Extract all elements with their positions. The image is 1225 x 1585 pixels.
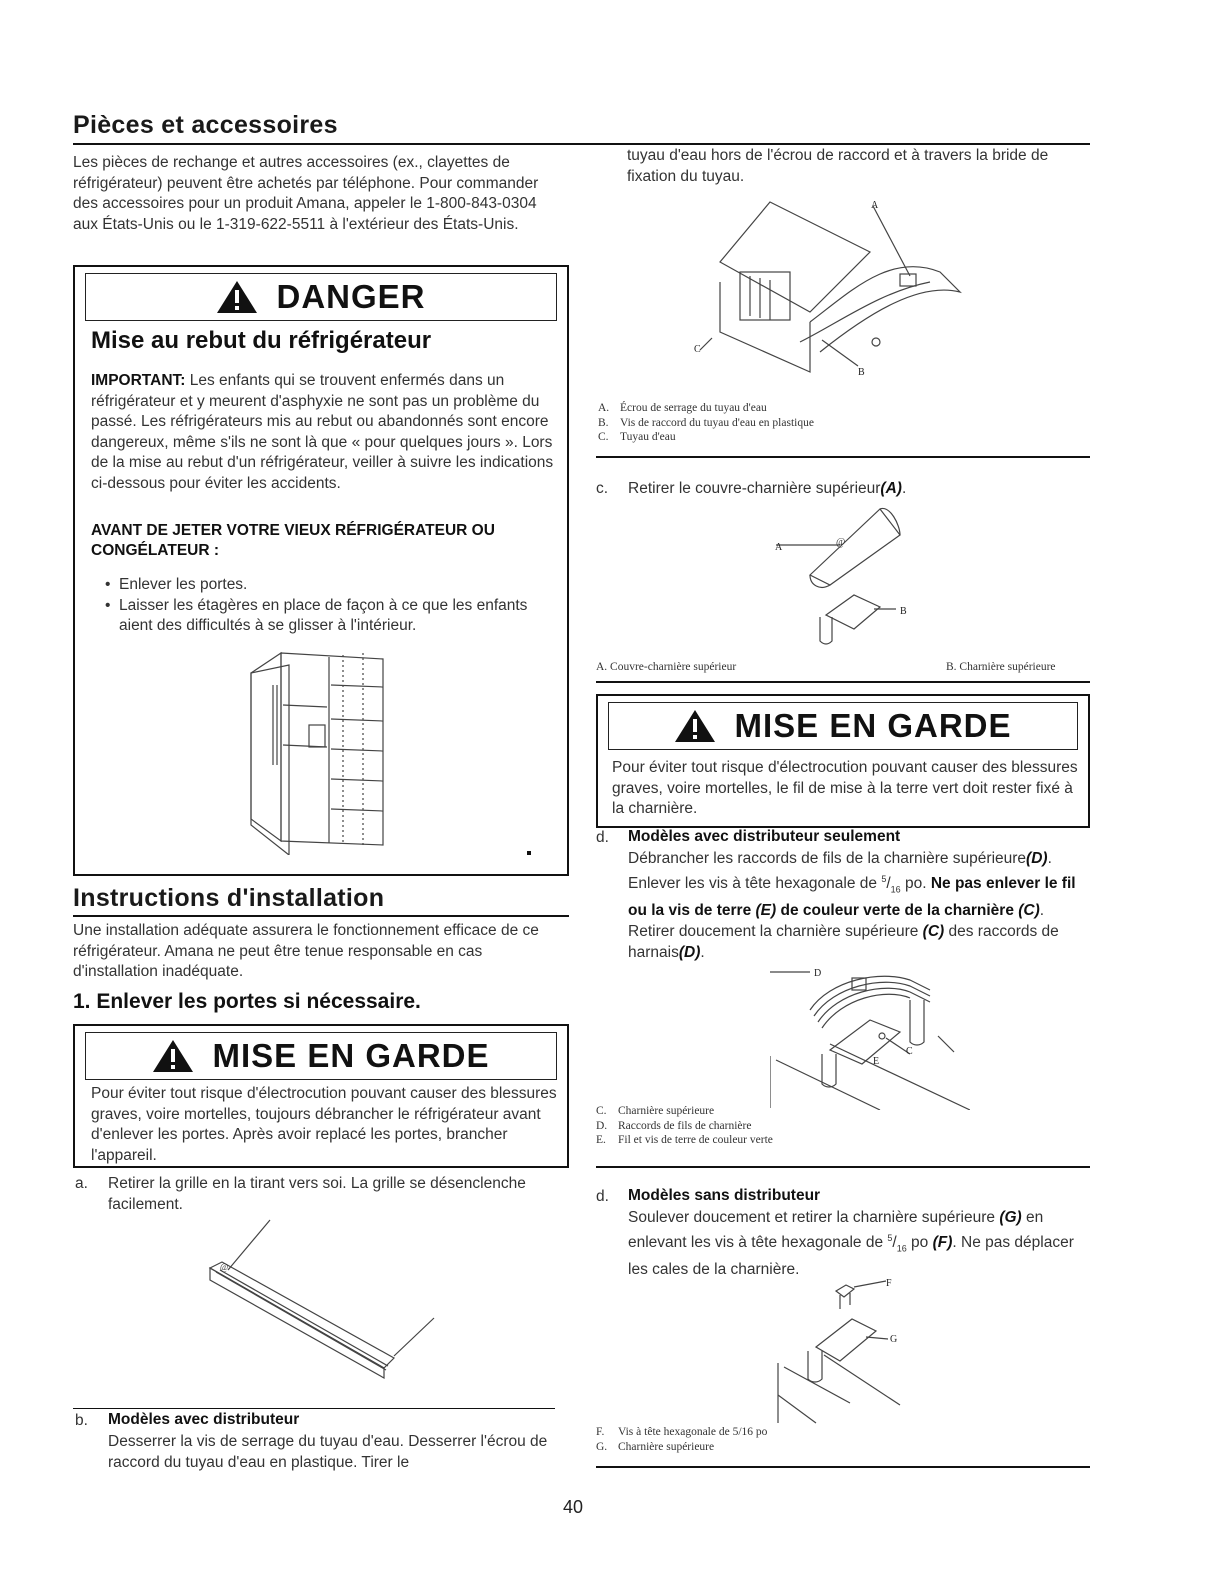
d2-t4: . Ne pas déplacer les cales de la charnière. bbox=[628, 1234, 1074, 1279]
bullet-item: • Laisser les étagères en place de façon à ce que les enfants aient des difficultés à se glisser à l'intérieur. bbox=[105, 596, 565, 637]
danger-important bbox=[91, 371, 561, 494]
fig4-legend bbox=[596, 1425, 1076, 1454]
fig3-label-e: E bbox=[873, 1056, 880, 1067]
danger-banner bbox=[85, 273, 557, 321]
section-title-pieces: Pièces et accessoires bbox=[73, 111, 338, 139]
d1-bold2: de couleur verte de la charnière bbox=[776, 902, 1019, 920]
d1-t3: po. bbox=[900, 875, 931, 893]
frac-num: 5 bbox=[887, 1233, 893, 1243]
d1-t1: Débrancher les raccords de fils de la charnière supérieure bbox=[628, 850, 1027, 867]
fig2-label-a: A bbox=[775, 542, 783, 553]
install-title: Instructions d'installation bbox=[73, 884, 385, 912]
legend-key: C. bbox=[598, 431, 609, 443]
step-d2-heading: Modèles sans distributeur bbox=[628, 1187, 821, 1204]
danger-box bbox=[73, 265, 569, 876]
legend-value: Charnière supérieure bbox=[618, 1105, 715, 1117]
grille-illustration bbox=[198, 1218, 448, 1388]
hinge-wires-illustration bbox=[770, 960, 970, 1110]
fig3-label-c: C bbox=[906, 1046, 913, 1057]
step-c-end: . bbox=[901, 480, 907, 497]
caution-banner-1 bbox=[85, 1032, 557, 1080]
step-c-main: Retirer le couvre-charnière supérieur bbox=[628, 480, 881, 497]
legend-value: Vis de raccord du tuyau d'eau en plastique bbox=[620, 416, 814, 429]
fig1-label-b: B bbox=[858, 367, 865, 378]
fig2-legend-a: A. Couvre-charnière supérieur bbox=[596, 661, 737, 673]
step-d1-letter: d. bbox=[596, 829, 609, 846]
ref-a: (A) bbox=[880, 480, 902, 497]
dot-mark bbox=[527, 851, 531, 855]
fig3-rule bbox=[596, 1166, 1090, 1168]
ref-f: (F) bbox=[932, 1234, 953, 1252]
legend-value: Fil et vis de terre de couleur verte bbox=[618, 1134, 773, 1146]
legend-value: Raccords de fils de charnière bbox=[618, 1119, 752, 1132]
frac-den: 16 bbox=[896, 1243, 907, 1254]
step-b-letter: b. bbox=[75, 1412, 88, 1429]
warning-triangle-icon bbox=[152, 1039, 194, 1073]
legend-value: Vis à tête hexagonale de 5/16 po bbox=[618, 1426, 768, 1438]
frac-den: 16 bbox=[890, 884, 901, 895]
warning-triangle-icon bbox=[216, 280, 258, 314]
step-a-letter: a. bbox=[75, 1175, 88, 1192]
legend-value: Écrou de serrage du tuyau d'eau bbox=[620, 402, 767, 414]
hinge-no-dispenser-illustration bbox=[770, 1275, 920, 1425]
ref-d2: (D) bbox=[678, 944, 701, 962]
warning-triangle-icon bbox=[674, 709, 716, 743]
legend-key: C. bbox=[596, 1105, 607, 1117]
step-a-text: Retirer la grille en la tirant vers soi. La grille se désenclenche facilement. bbox=[108, 1175, 526, 1213]
hinge-cover-illustration bbox=[770, 505, 950, 655]
d1-t6: . bbox=[700, 944, 705, 962]
fig3-label-d: D bbox=[814, 968, 822, 979]
fig3-legend bbox=[596, 1104, 1076, 1148]
d2-t3: po bbox=[906, 1234, 933, 1252]
step-b-heading: Modèles avec distributeur bbox=[108, 1411, 300, 1428]
legend-key: B. bbox=[598, 416, 609, 429]
caution-text-1: Pour éviter tout risque d'électrocution pouvant causer des blessures graves, voire mortelles, toujours débrancher le réfrigérateur avant d'enlever les portes. Après avoir replacé les portes, brancher l'appareil. bbox=[91, 1085, 557, 1164]
page-number: 40 bbox=[563, 1497, 584, 1517]
legend-key: A. bbox=[598, 402, 610, 414]
d1-bold1: Ne pas enlever le fil ou la vis de terre bbox=[628, 875, 1076, 920]
important-text: Les enfants qui se trouvent enfermés dans un réfrigérateur et y meurent d'asphyxie ne sont pas un problème du passé. Les réfrigérateurs mis au rebut ou abandonnés sont encore dangereux, même s'ils ne sont là que « pour quelques jours ». Lors de la mise au rebut d'un réfrigérateur, veiller à suivre les indications ci-dessous pour éviter les accidents. bbox=[91, 372, 554, 492]
title-rule bbox=[73, 143, 1090, 145]
install-rule bbox=[73, 915, 569, 917]
svg-text:@: @ bbox=[220, 1262, 229, 1272]
legend-key: E. bbox=[596, 1134, 606, 1146]
step-d2-letter: d. bbox=[596, 1188, 609, 1205]
caution-box-1 bbox=[73, 1024, 569, 1168]
danger-word: DANGER bbox=[276, 278, 426, 315]
caution-box-2 bbox=[596, 694, 1090, 828]
caution-word-1: MISE EN GARDE bbox=[212, 1037, 490, 1074]
step-c-text bbox=[628, 479, 1088, 500]
before-heading: AVANT DE JETER VOTRE VIEUX RÉFRIGÉRATEUR OU CONGÉLATEUR : bbox=[91, 522, 495, 559]
d1-t4: . Retirer doucement la charnière supérieure bbox=[628, 902, 1045, 941]
install-text: Une installation adéquate assurera le fonctionnement efficace de ce réfrigérateur. Amana ne peut être tenue responsable en cas d'installation inadéquate. bbox=[73, 922, 539, 980]
refrigerator-illustration bbox=[243, 645, 393, 855]
fig4-rule bbox=[596, 1466, 1090, 1468]
legend-value: Tuyau d'eau bbox=[620, 431, 676, 443]
fig1-label-a: A bbox=[871, 200, 879, 211]
step-c-letter: c. bbox=[596, 480, 609, 497]
caution-banner-2 bbox=[608, 702, 1078, 750]
step1-title: 1. Enlever les portes si nécessaire. bbox=[73, 990, 421, 1013]
d1-t2: . Enlever les vis à tête hexagonale de bbox=[628, 850, 1052, 893]
legend-value: Charnière supérieure bbox=[618, 1440, 715, 1453]
d2-t2: en enlevant les vis à tête hexagonale de bbox=[628, 1209, 1044, 1252]
danger-bullets bbox=[105, 575, 565, 637]
step-b-text: Desserrer la vis de serrage du tuyau d'eau. Desserrer l'écrou de raccord du tuyau d'eau en plastique. Tirer le bbox=[108, 1433, 548, 1471]
fig1-rule bbox=[596, 456, 1090, 458]
fig4-label-g: G bbox=[890, 1334, 898, 1345]
caution-word-2: MISE EN GARDE bbox=[734, 707, 1012, 744]
fig1-legend bbox=[598, 401, 1078, 445]
continued-text: tuyau d'eau hors de l'écrou de raccord et à travers la bride de fixation du tuyau. bbox=[627, 147, 1049, 185]
caution-text-2: Pour éviter tout risque d'électrocution pouvant causer des blessures graves, voire mortelles, le fil de mise à la terre vert doit rester fixé à la charnière. bbox=[612, 759, 1078, 817]
important-label: IMPORTANT: bbox=[91, 372, 186, 389]
legend-key: G. bbox=[596, 1440, 608, 1453]
ref-g: (G) bbox=[999, 1209, 1022, 1226]
fig4-label-f: F bbox=[886, 1278, 892, 1289]
fig2-legend-b: B. Charnière supérieure bbox=[946, 661, 1056, 673]
frac-num: 5 bbox=[881, 874, 887, 884]
fig1-label-c: C bbox=[694, 344, 701, 355]
legend-key: D. bbox=[596, 1119, 608, 1132]
water-tube-illustration bbox=[690, 192, 990, 392]
fig2-rule bbox=[596, 681, 1090, 683]
ref-e: (E) bbox=[755, 902, 777, 920]
d1-t5: des raccords de harnais bbox=[628, 923, 1059, 962]
svg-text:@: @ bbox=[836, 537, 846, 548]
step-d1-heading: Modèles avec distributeur seulement bbox=[628, 828, 901, 845]
ref-d: (D) bbox=[1026, 850, 1048, 867]
danger-title: Mise au rebut du réfrigérateur bbox=[91, 327, 432, 354]
bullet-item: • Enlever les portes. bbox=[105, 575, 565, 596]
step-d2-text: Soulever doucement et retirer la charnière supérieure (G) en enlevant les vis à tête hexagonale de $^5/_{16}$ po (F). Ne pas déplacer les cales de la charnière. bbox=[628, 1209, 1074, 1279]
step-b-rule bbox=[73, 1408, 555, 1409]
step-d1-text: Débrancher les raccords de fils de la charnière supérieure(D). Enlever les vis à tête hexagonale de $^5/_{16}$ po. Ne pas enlever le fil ou la vis de terre (E) de couleur verte de la charnière (C). Retirer doucement la charnière supérieure (C) des raccords de harnais(D). bbox=[628, 850, 1076, 962]
ref-c: (C) bbox=[1018, 902, 1040, 920]
d2-t1: Soulever doucement et retirer la charnière supérieure bbox=[628, 1209, 1000, 1226]
ref-c2: (C) bbox=[922, 923, 945, 941]
legend-key: F. bbox=[596, 1426, 605, 1438]
fig2-label-b: B bbox=[900, 606, 907, 617]
intro-text: Les pièces de rechange et autres accessoires (ex., clayettes de réfrigérateur) peuvent être achetés par téléphone. Pour commander des accessoires pour un produit Amana, appeler le 1-800-843-0304 aux États-Unis ou le 1-319-622-5511 à l'extérieur des États-Unis. bbox=[73, 154, 539, 233]
